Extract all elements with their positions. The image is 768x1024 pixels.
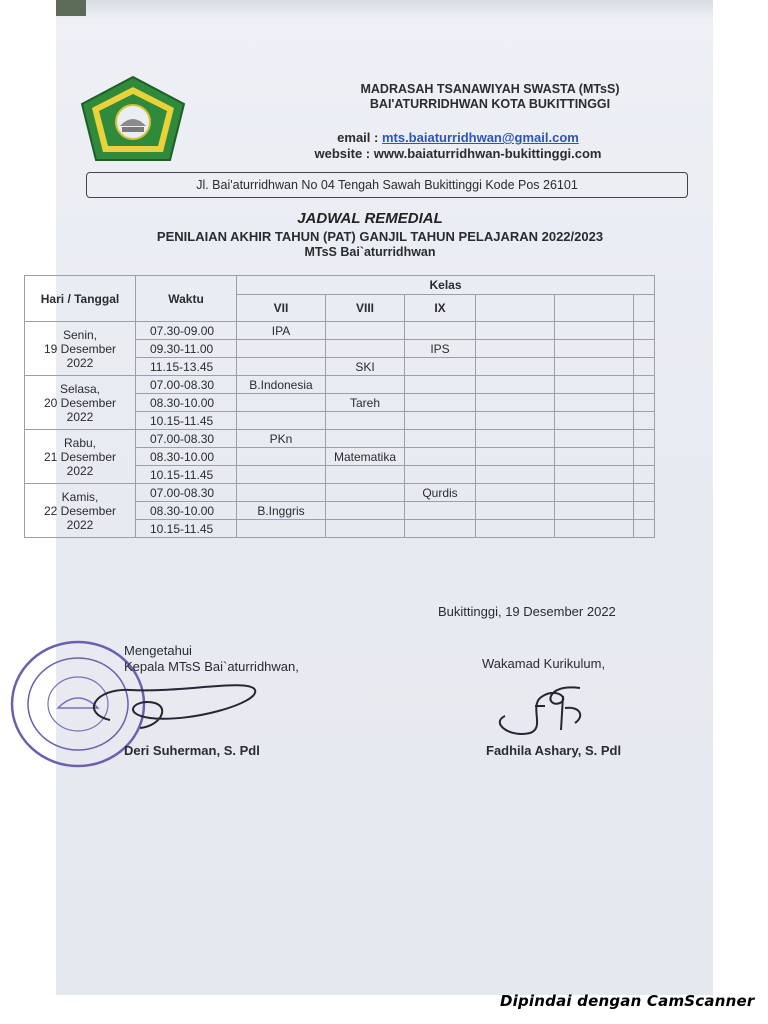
right-signer-name: Fadhila Ashary, S. Pdl [486, 743, 622, 758]
day-cell [25, 484, 136, 538]
day-day: Senin, [62, 327, 98, 342]
subject-cell-ix [405, 394, 476, 412]
website-label: website : [314, 146, 374, 161]
day-date: 22 Desember [43, 503, 117, 518]
subject-cell-ix [405, 322, 476, 340]
time-cell: 07.00-08.30 [136, 430, 237, 448]
subject-cell-ix [405, 358, 476, 376]
empty-cell [476, 502, 555, 520]
empty-cell [555, 358, 634, 376]
right-signature-icon [485, 678, 595, 740]
subject-cell-ix [405, 412, 476, 430]
empty-cell [476, 376, 555, 394]
document-title: JADWAL REMEDIAL [297, 210, 443, 227]
time-cell: 07.30-09.00 [136, 322, 237, 340]
subject-cell-viii [326, 376, 405, 394]
header-day: Hari / Tanggal [25, 276, 136, 322]
empty-cell [555, 448, 634, 466]
address-box: Jl. Bai'aturridhwan No 04 Tengah Sawah Bukittinggi Kode Pos 26101 [86, 172, 688, 198]
empty-cell [476, 412, 555, 430]
empty-cell [555, 322, 634, 340]
place-date: Bukittinggi, 19 Desember 2022 [438, 604, 616, 619]
empty-cell [634, 466, 655, 484]
empty-cell [476, 358, 555, 376]
subject-cell-vii: B.Inggris [237, 502, 326, 520]
schedule-table [24, 275, 655, 538]
subject-cell-viii [326, 502, 405, 520]
left-signer-role: Kepala MTsS Bai`aturridhwan, [124, 659, 299, 674]
empty-cell [476, 430, 555, 448]
left-signer-name: Deri Suherman, S. Pdl [124, 743, 260, 758]
time-cell: 07.00-08.30 [136, 376, 237, 394]
scanner-watermark: Dipindai dengan CamScanner [500, 992, 755, 1010]
subject-cell-vii [237, 412, 326, 430]
website-text: www.baiaturridhwan-bukittinggi.com [373, 146, 602, 161]
day-date: 21 Desember [43, 449, 117, 464]
time-cell: 09.30-11.00 [136, 340, 237, 358]
empty-cell [634, 412, 655, 430]
time-cell: 08.30-10.00 [136, 502, 237, 520]
email-label: email : [337, 130, 382, 145]
header-class: Kelas [237, 276, 655, 295]
time-cell: 10.15-11.45 [136, 412, 237, 430]
day-cell [25, 430, 136, 484]
page-shadow [56, 0, 713, 20]
day-day: Selasa, [59, 381, 101, 396]
header-time: Waktu [136, 276, 237, 322]
subject-cell-viii [326, 340, 405, 358]
empty-cell [634, 448, 655, 466]
empty-cell [476, 340, 555, 358]
subject-cell-ix [405, 502, 476, 520]
email-link[interactable]: mts.baiaturridhwan@gmail.com [381, 130, 579, 145]
empty-cell [555, 412, 634, 430]
scan-margin-right [713, 0, 768, 995]
empty-cell [555, 466, 634, 484]
left-signature-icon [40, 668, 260, 738]
subject-cell-ix [405, 448, 476, 466]
subject-cell-vii [237, 448, 326, 466]
empty-cell [555, 484, 634, 502]
subject-cell-viii: Tareh [326, 394, 405, 412]
subject-cell-vii [237, 340, 326, 358]
empty-cell [476, 520, 555, 538]
time-cell: 11.15-13.45 [136, 358, 237, 376]
empty-cell [634, 484, 655, 502]
header-class-vii: VII [237, 295, 326, 322]
empty-cell [555, 520, 634, 538]
subject-cell-viii [326, 430, 405, 448]
day-day: Kamis, [61, 489, 99, 504]
day-year: 2022 [66, 355, 94, 370]
empty-cell [634, 520, 655, 538]
right-signer-role: Wakamad Kurikulum, [482, 656, 606, 671]
subject-cell-ix [405, 466, 476, 484]
header-class-viii: VIII [326, 295, 405, 322]
time-cell: 10.15-11.45 [136, 466, 237, 484]
header-empty-1 [476, 295, 555, 322]
day-cell [25, 376, 136, 430]
subject-cell-viii [326, 412, 405, 430]
subject-cell-viii [326, 322, 405, 340]
document-school: MTsS Bai`aturridhwan [304, 245, 436, 259]
subject-cell-vii: IPA [237, 322, 326, 340]
empty-cell [476, 484, 555, 502]
subject-cell-ix: IPS [405, 340, 476, 358]
subject-cell-vii: B.Indonesia [237, 376, 326, 394]
subject-cell-viii: Matematika [326, 448, 405, 466]
empty-cell [634, 322, 655, 340]
day-year: 2022 [66, 517, 94, 532]
table-row [25, 484, 655, 502]
empty-cell [476, 394, 555, 412]
empty-cell [555, 430, 634, 448]
scan-background-corner [56, 0, 86, 16]
empty-cell [476, 448, 555, 466]
empty-cell [555, 394, 634, 412]
empty-cell [555, 340, 634, 358]
empty-cell [634, 502, 655, 520]
table-row [25, 430, 655, 448]
empty-cell [555, 502, 634, 520]
subject-cell-ix [405, 430, 476, 448]
empty-cell [634, 340, 655, 358]
day-day: Rabu, [63, 435, 97, 450]
document-subtitle: PENILAIAN AKHIR TAHUN (PAT) GANJIL TAHUN PELAJARAN 2022/2023 [156, 229, 604, 244]
subject-cell-ix: Qurdis [405, 484, 476, 502]
subject-cell-viii [326, 484, 405, 502]
subject-cell-viii [326, 520, 405, 538]
table-row [25, 376, 655, 394]
empty-cell [634, 394, 655, 412]
day-year: 2022 [66, 409, 94, 424]
subject-cell-vii [237, 484, 326, 502]
day-cell [25, 322, 136, 376]
subject-cell-vii [237, 358, 326, 376]
subject-cell-vii [237, 520, 326, 538]
header-class-ix: IX [405, 295, 476, 322]
table-row [25, 322, 655, 340]
subject-cell-vii [237, 394, 326, 412]
day-date: 20 Desember [43, 395, 117, 410]
school-name-line1: MADRASAH TSANAWIYAH SWASTA (MTsS) [360, 82, 620, 96]
header-empty-3 [634, 295, 655, 322]
subject-cell-ix [405, 520, 476, 538]
school-logo-icon [78, 74, 188, 164]
empty-cell [634, 376, 655, 394]
subject-cell-vii: PKn [237, 430, 326, 448]
time-cell: 08.30-10.00 [136, 394, 237, 412]
header-empty-2 [555, 295, 634, 322]
time-cell: 10.15-11.45 [136, 520, 237, 538]
empty-cell [476, 466, 555, 484]
left-signer-caption: Mengetahui [124, 643, 192, 658]
day-year: 2022 [66, 463, 94, 478]
website-line [258, 146, 658, 162]
subject-cell-vii [237, 466, 326, 484]
subject-cell-viii: SKI [326, 358, 405, 376]
school-name-line2: BAI'ATURRIDHWAN KOTA BUKITTINGGI [369, 97, 611, 111]
time-cell: 07.00-08.30 [136, 484, 237, 502]
time-cell: 08.30-10.00 [136, 448, 237, 466]
day-date: 19 Desember [43, 341, 117, 356]
empty-cell [634, 358, 655, 376]
empty-cell [476, 322, 555, 340]
email-line [258, 130, 658, 146]
subject-cell-viii [326, 466, 405, 484]
empty-cell [555, 376, 634, 394]
empty-cell [634, 430, 655, 448]
subject-cell-ix [405, 376, 476, 394]
